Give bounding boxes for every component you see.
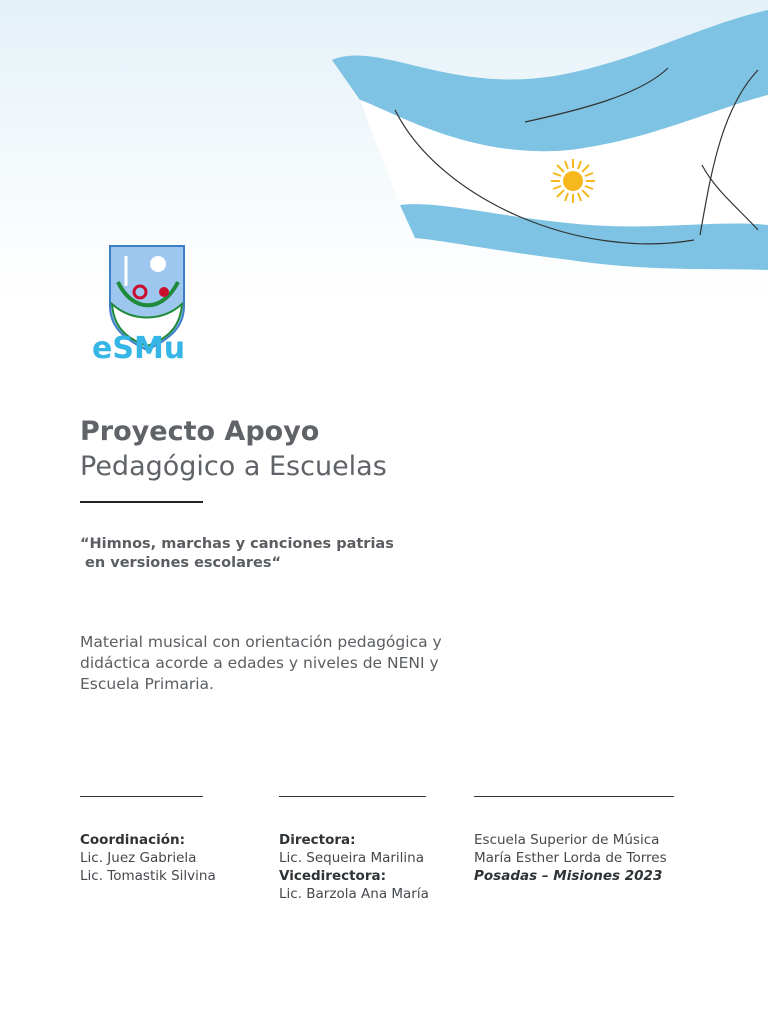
school-name: Escuela Superior de Música <box>474 832 660 848</box>
coordination-column <box>80 831 216 885</box>
sun-of-may-icon <box>551 159 595 203</box>
title-underline <box>80 501 203 503</box>
title-line-1: Proyecto Apoyo <box>80 416 320 447</box>
director-name: Lic. Sequeira Marilina <box>279 850 424 866</box>
subtitle-quote: “Himnos, marchas y canciones patrias en versiones escolares“ <box>80 536 394 571</box>
vicedirector-name: Lic. Barzola Ana María <box>279 886 429 902</box>
argentina-flag-image <box>320 0 768 290</box>
footer-rule-2 <box>279 796 426 797</box>
vicedirector-label: Vicedirectora: <box>279 868 386 884</box>
school-column <box>474 831 667 885</box>
logo-wordmark: eSMu <box>92 331 186 366</box>
school-name-2: María Esther Lorda de Torres <box>474 850 667 866</box>
school-logo <box>92 242 208 370</box>
coordination-label: Coordinación: <box>80 832 186 848</box>
coordinator-name: Lic. Juez Gabriela <box>80 850 197 866</box>
coordinator-name: Lic. Tomastik Silvina <box>80 868 216 884</box>
director-label: Directora: <box>279 832 356 848</box>
direction-column <box>279 831 429 903</box>
footer-rule-3 <box>474 796 674 797</box>
title-block <box>80 414 387 484</box>
footer-rule-1 <box>80 796 203 797</box>
location-year: Posadas – Misiones 2023 <box>474 868 663 884</box>
title-line-2: Pedagógico a Escuelas <box>80 451 387 482</box>
description-text: Material musical con orientación pedagógica y didáctica acorde a edades y niveles de NENI y Escuela Primaria. <box>80 633 442 693</box>
